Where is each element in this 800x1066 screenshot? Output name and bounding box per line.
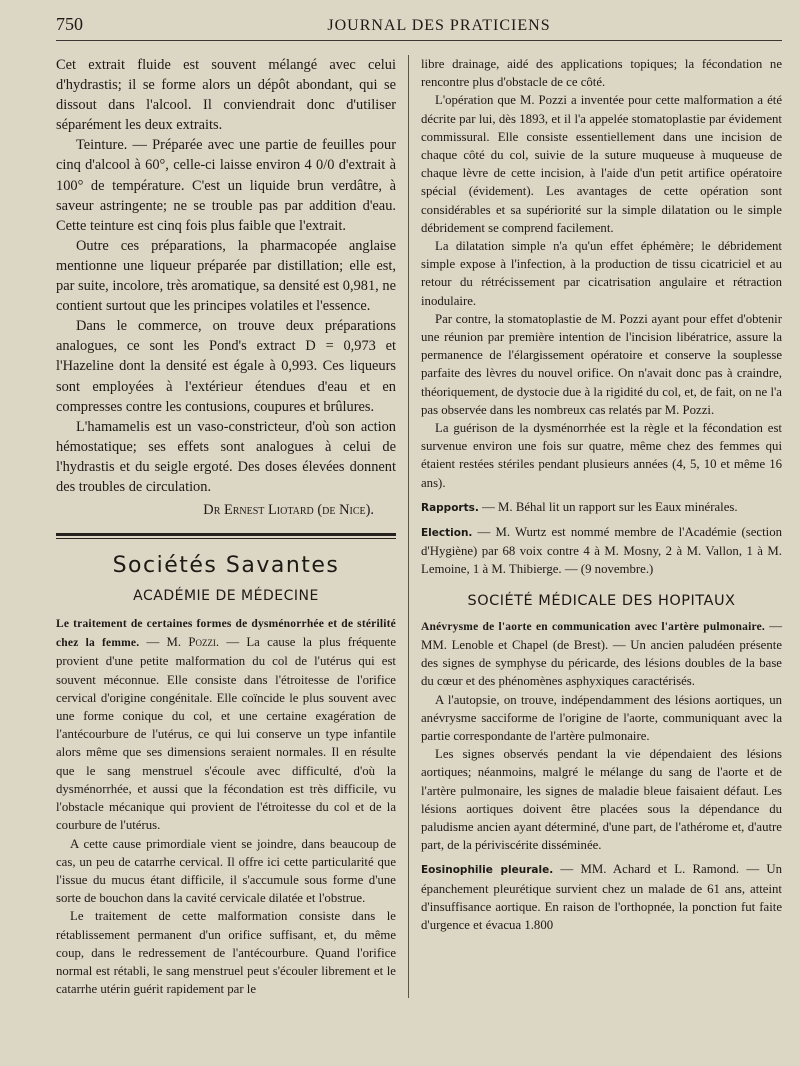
article-text: La cause la plus fréquente provient d'une petite malformation du col de l'utérus qui est souvent méconnue. Elle consiste dans l'étroitesse de l'orifice cervical d'origine congénitale. Elle coïncide le plus souvent avec une forme conique du col, et une certaine exagération de l'antécourbure de l'utérus, ce qui lui conserve un type infantile alors même que ses dimensions seraient normales. Il en résulte que le sang menstruel s'écoule avec difficulté, d'où la dysménorrhée, et aussi que la fécondation est très difficile, vu l'obstacle mécanique qui provient de l'étroitesse du col et de la courbure de l'utérus.	[56, 635, 397, 833]
section-title: Sociétés Savantes	[112, 553, 340, 579]
article-intro	[56, 614, 396, 834]
paragraph: L'opération que M. Pozzi a inventée pour cette malformation a été décrite par lui, dès 1893, et il l'a appelée stomatoplastie par évidement commissural. Elle consiste essentiellement dans une incision de chaque côté du col, suivie de la suture muqueuse à muqueuse de chaque lèvre de cette incision, à l'aide d'un petit artifice opératoire spécial (évidement). Les avantages de cette opération sont considérables et sa supériorité sur la simple dilatation ou le simple débridement se comprend facilement.	[421, 93, 782, 235]
paragraph: A l'autopsie, on trouve, indépendamment des lésions aortiques, un anévrysme sacciforme de l'origine de l'aorte, communiquant avec la partie correspondante de l'artère pulmonaire.	[421, 692, 782, 743]
paragraph: La dilatation simple n'a qu'un effet éphémère; le débridement simple expose à l'infection, à la production de tissu cicatriciel et au retour du rétrécissement par cicatrisation angulaire et rétraction inodulaire.	[421, 239, 782, 308]
paragraph: libre drainage, aidé des applications topiques; la fécondation ne rencontre plus d'obstacle de ce côté.	[421, 57, 782, 90]
eosino-entry	[421, 860, 782, 934]
election-lead: Election.	[421, 527, 473, 540]
academy-title: ACADÉMIE DE MÉDECINE	[133, 588, 319, 605]
paragraph: La guérison de la dysménorrhée est la règle et la fécondation est survenue environ une fois sur quatre, même chez des femmes qui étaient restées stériles pendant plusieurs années (4, 5, 10 et même 16 ans).	[421, 421, 782, 490]
page-number: 750	[56, 14, 83, 34]
election-text: — M. Wurtz est nommé membre de l'Académie (section d'Hygiène) par 68 voix contre 4 à M. Mosny, 2 à M. Vallon, 1 à M. Lemoine, 1 à M. Thibierge. — (9 novembre.)	[421, 525, 782, 577]
columns	[56, 55, 782, 998]
left-column	[56, 55, 408, 998]
section-divider-thin	[56, 538, 396, 539]
section-divider	[56, 533, 396, 536]
eosino-lead: Eosinophilie pleurale.	[421, 864, 554, 877]
running-title: JOURNAL DES PRATICIENS	[327, 17, 551, 34]
rapports-lead: Rapports.	[421, 501, 479, 514]
paragraph: Teinture. — Préparée avec une partie de feuilles pour cinq d'alcool à 60°, celle-ci laisse environ 4 0/0 d'extrait à 100° de température. C'est un liquide brun verdâtre, à saveur astringente; ne se trouble pas par addition d'eau. Cette teinture est cinq fois plus faible que l'extrait.	[56, 137, 396, 234]
eosino-text: — MM. Achard et L. Ramond. — Un épanchement pleurétique survient chez un malade de 61 ans, atteint d'insuffisance aortique. En raison de l'orthopnée, la ponction fut faite d'urgence et évacua 1.800	[421, 862, 782, 932]
signature: Dr Ernest Liotard (de Nice).	[203, 502, 374, 519]
paragraph: Cet extrait fluide est souvent mélangé avec celui d'hydrastis; il se forme alors un dépôt abondant, qui se dissout dans l'alcool. Il conviendrait donc d'utiliser séparément les deux extraits.	[56, 57, 396, 134]
page-header	[56, 14, 782, 41]
paragraph: A cette cause primordiale vient se joindre, dans beaucoup de cas, un peu de catarrhe cervical. Il offre ici cette particularité que l'issue du mucus étant difficile, il s'accumule sous forme d'une sorte de bouchon dans la cavité cervicale dilatée et l'obstrue.	[56, 836, 396, 906]
rapports-text: — M. Béhal lit un rapport sur les Eaux minérales.	[478, 499, 738, 514]
article-lead: Le traitement de certaines formes de dysménorrhée et de stérilité chez la femme.	[56, 618, 396, 650]
society-title: SOCIÉTÉ MÉDICALE DES HOPITAUX	[467, 592, 736, 609]
paragraph: Dans le commerce, on trouve deux préparations analogues, ce sont les Pond's extract D = 0,973 et l'Hazeline dont la densité est égale à 0,993. Ces liqueurs sont employées à l'extérieur étendues d'eau et en compresses contre les contusions, coupures et brûlures.	[56, 318, 396, 415]
paragraph: L'hamamelis est un vaso-constricteur, d'où son action hémostatique; ses effets sont analogues à celui de l'hydrastis et du seigle ergoté. Des doses élevées donnent des troubles de circulation.	[56, 418, 396, 495]
anevrysme-entry	[421, 617, 782, 691]
paragraph: Outre ces préparations, la pharmacopée anglaise mentionne une liqueur préparée par distillation; elle est, par suite, incolore, très aromatique, sa densité est 0,981, ne contient surtout que les principes volatiles et l'essence.	[56, 237, 396, 315]
paragraph: Par contre, la stomatoplastie de M. Pozzi ayant pour effet d'obtenir une réunion par première intention de l'incision libératrice, assure la permanence de l'élargissement opératoire et conserve la souplesse parfaite des lèvres du nouvel orifice. On n'avait donc pas à craindre, théoriquement, de dystocie due à la rigidité du col, et, de fait, on ne l'a pas observée dans les nombreux cas relatés par M. Pozzi.	[421, 311, 782, 417]
right-column	[408, 55, 782, 998]
election-entry	[421, 523, 782, 579]
rapports-entry	[421, 498, 782, 517]
paragraph: Le traitement de cette malformation consiste dans le rétablissement permanent d'un orifice suffisant, et, du même coup, dans le redressement de l'antécourbure. Quand l'orifice normal est rétabli, le sang menstruel peut s'écouler librement et le catarrhe utérin guérit rapidement par le	[56, 909, 396, 997]
article-author: — M. Pozzi. —	[139, 635, 247, 650]
paragraph: Les signes observés pendant la vie dépendaient des lésions aortiques; néanmoins, malgré le mélange du sang de l'aorte et de l'artère pulmonaire, les signes de maladie bleue faisaient défaut. Les lésions aortiques doivent être placées sous la dépendance du paludisme ancien ayant déterminé, d'une part, de l'athérome et, d'autre part, de la périviscérite disséminée.	[421, 747, 782, 853]
anevrysme-lead: Anévrysme de l'aorte en communication avec l'artère pulmonaire.	[421, 620, 765, 633]
anevrysme-text: — MM. Lenoble et Chapel (de Brest). — Un ancien paludéen présente des signes de symphyse du péricarde, des lésions doubles de la base du cœur et des phénomènes asphyxiques caractérisés.	[421, 618, 783, 689]
